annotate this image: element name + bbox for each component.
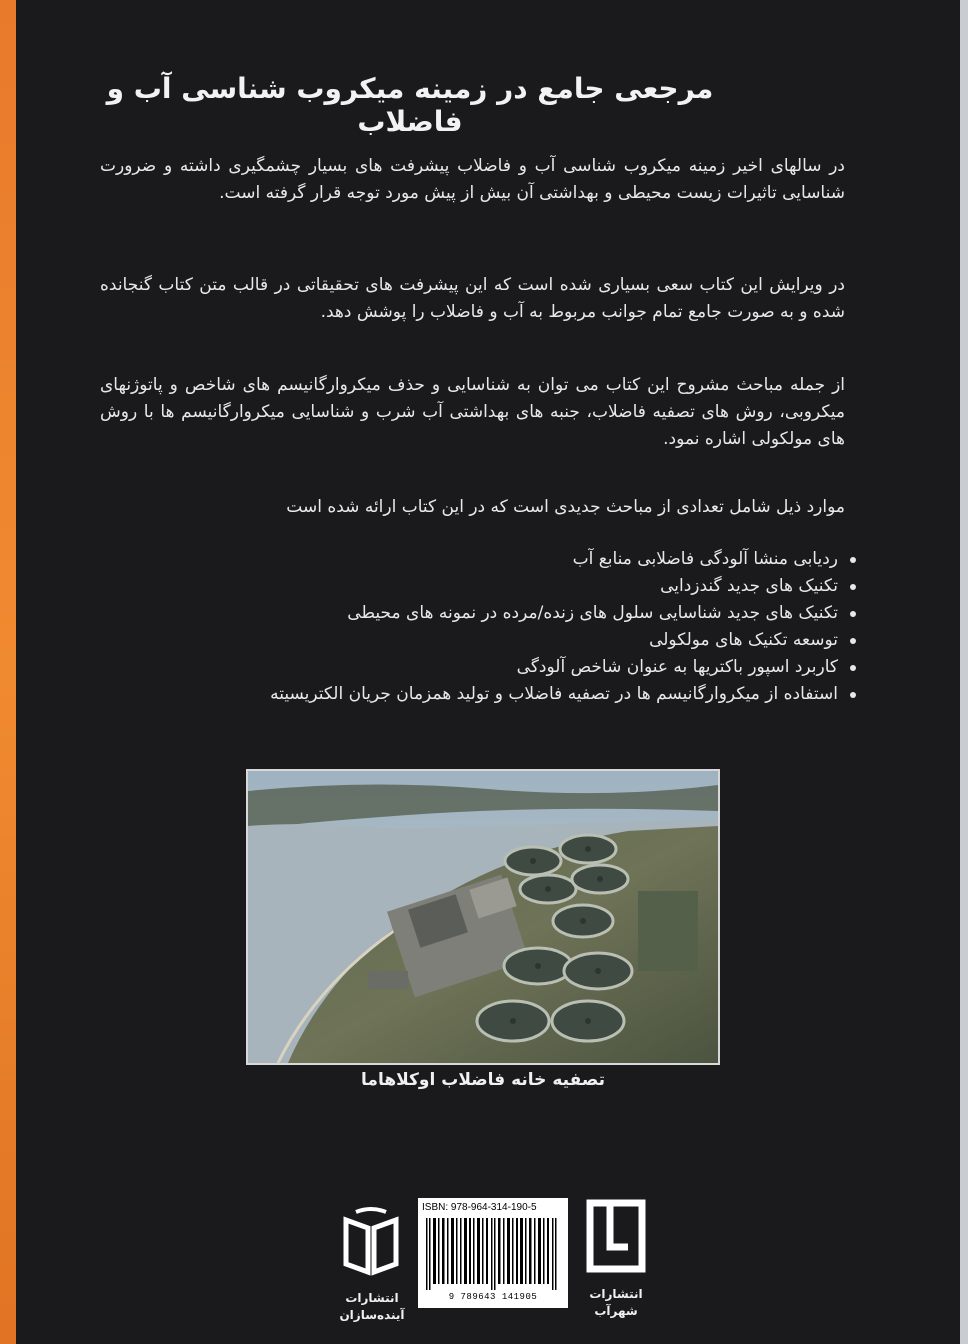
list-item: کاربرد اسپور باکتریها به عنوان شاخص آلودگی: [140, 654, 860, 681]
list-item: ردیابی منشا آلودگی فاضلابی منابع آب: [140, 546, 860, 573]
isbn-barcode: [418, 1198, 568, 1308]
paragraph-topics: از جمله مباحث مشروح این کتاب می توان به شناسایی و حذف میکروارگانیسم های شاخص و پاتوژنهای میکروبی، روش های تصفیه فاضلاب، جنبه های بهداشتی آب شرب و شناسایی میکروارگانیسم ها با روش های مولکولی اشاره نمود.: [100, 375, 845, 449]
paragraph-intro: در سالهای اخیر زمینه میکروب شناسی آب و فاضلاب پیشرفت های بسیار چشمگیری داشته و ضرورت شناسایی تاثیرات زیست محیطی و بهداشتی آن بیش از پیش مورد توجه قرار گرفته است.: [100, 156, 845, 203]
cover-headline: مرجعی جامع در زمینه میکروب شناسی آب و فاضلاب: [106, 72, 714, 138]
photo-caption: تصفیه خانه فاضلاب اوکلاهاما: [361, 1070, 605, 1090]
paper-edge: [960, 0, 968, 1344]
paragraph-new-topics: موارد ذیل شامل تعدادی از مباحث جدیدی است که در این کتاب ارائه شده است: [286, 497, 845, 517]
barcode-digits: 9 789643 141905: [448, 1292, 538, 1302]
list-item: تکنیک های جدید گندزدایی: [140, 573, 860, 600]
orange-spine-strip: [0, 0, 16, 1344]
treatment-plant-photo: [246, 769, 720, 1065]
list-item: توسعه تکنیک های مولکولی: [140, 627, 860, 654]
publisher-left-label: [322, 1290, 422, 1324]
publisher-right-line1: انتشارات: [589, 1287, 643, 1301]
isbn-number: ISBN: 978-964-314-190-5: [422, 1202, 537, 1213]
ayandeh-sazan-logo: [336, 1206, 406, 1280]
new-topics-list: [140, 546, 860, 708]
book-icon: [336, 1206, 406, 1280]
list-item: تکنیک های جدید شناسایی سلول های زنده/مرده در نمونه های محیطی: [140, 600, 860, 627]
publisher-left-line1: انتشارات: [345, 1291, 399, 1305]
barcode-bars-icon: [424, 1218, 562, 1290]
list-item: استفاده از میکروارگانیسم ها در تصفیه فاضلاب و تولید همزمان جریان الکتریسیته: [140, 681, 860, 708]
publisher-right-line2: شهرآب: [594, 1304, 638, 1318]
publisher-right-label: [566, 1286, 666, 1320]
publisher-mark-icon: [584, 1199, 648, 1285]
paragraph-edition: در ویرایش این کتاب سعی بسیاری شده است که این پیشرفت های تحقیقاتی در قالب متن کتاب گنجانده شده و به صورت جامع تمام جوانب مربوط به آب و فاضلاب را پوشش دهد.: [100, 275, 845, 322]
aerial-photo-illustration: [248, 771, 718, 1063]
shahr-ab-logo: [584, 1199, 648, 1285]
publisher-left-line2: آینده‌سازان: [339, 1308, 405, 1322]
